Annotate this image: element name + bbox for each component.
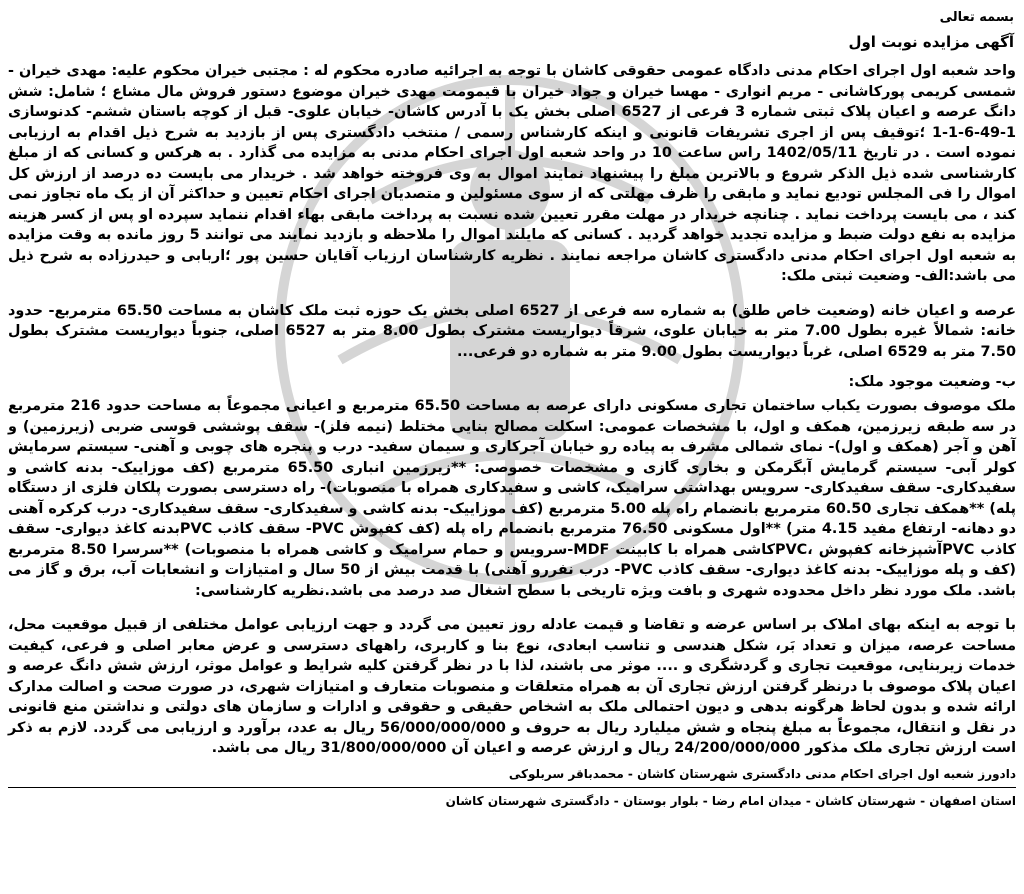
notice-title: آگهی مزایده نوبت اول [848, 33, 1014, 51]
registry-status-paragraph: عرصه و اعیان خانه (وضعیت خاص طلق) به شماره سه فرعی از 6527 اصلی بخش یک حوزه ثبت ملک کاشان به مساحت 65.50 مترمربع- حدود خانه: شمالاً غیره بطول 7.00 متر به خیابان علوی، شرقاً دیواریست مشترک بطول 8.00 متر به 6527 اصلی، جنوباً دیواریست مشترک بطول 7.50 متر به 6529 اصلی، غرباً دیواریست بطول 9.00 متر به شماره دو فرعی... [8, 302, 1017, 360]
signature-line: دادورز شعبه اول اجرای احکام مدنی دادگستری شهرستان کاشان - محمدباقر سربلوکی [508, 766, 1016, 781]
intro-paragraph: واحد شعبه اول اجرای احکام مدنی دادگاه عمومی حقوقی کاشان با توجه به اجرائیه صادره محکوم له : مجتبی خیران محکوم علیه: مهدی خیران - شمسی کریمی پورکاشانی - مریم انواری - مهسا خیران و جواد خیران با قیمومت مهدی خیران موضوع دستور فروش مال مشاع ؛ شامل: شش دانگ عرصه و اعیان پلاک ثبتی شماره 3 فرعی از 6527 اصلی بخش یک با آدرس کاشان- خیابان علوی- قبل از کوچه باستان ششم- کدنوسازی 1-49-6-1-1 ؛توقیف پس از اجری تشریفات قانونی و اینکه کارشناس رسمی / منتخب دادگستری پس از بازدید به شرح ذیل اقدام به ارزیابی نموده است . در تاریخ 1402/05/11 راس ساعت 10 در واحد شعبه اول اجرای احکام مدنی به مزایده می گذارد . به هرکس و کسانی که از مبلغ کارشناسی شده ذیل الذکر شروع و بالاترین مبلغ را پیشنهاد نمایند اموال به وی فروخته خواهد شد . خریدار می بایست ده درصد از ارزش کل اموال را فی المجلس تودیع نماید و مابقی را ظرف مهلتی که از سوی مسئولین و متصدیان اجرای احکام تعیین و حداکثر آن از یک ماه تجاوز نمی کند ، می بایست پرداخت نماید . چنانچه خریدار در مهلت مقرر تعیین شده نسبت به پرداخت مابقی بهاء اقدام ننماید سپرده او پس از کسر هزینه مزایده به نفع دولت ضبط و مزایده تجدید خواهد گردید . کسانی که مایلند اموال را ملاحظه و بازدید نمایند می توانند 5 روز مانده به وقت مزایده به شعبه اول اجرای احکام مدنی دادگستری کاشان مراجعه نمایند . نظریه کارشناسان ارزیاب آقایان حسین پور ؛اربابی و حیدرزاده به شرح ذیل می باشد:الف- وضعیت ثبتی ملک: [8, 63, 1016, 284]
footer-address: استان اصفهان - شهرستان کاشان - میدان امام رضا - بلوار بوستان - دادگستری شهرستان کاشان [445, 793, 1016, 808]
existing-status-paragraph: ملک موصوف بصورت یکباب ساختمان تجاری مسکونی دارای عرصه به مساحت 65.50 مترمربع و اعیانی مجموعاً به مساحت حدود 216 مترمربع در سه طبقه زیرزمین، همکف و اول، با مشخصات عمومی: اسکلت مصالح بنایی مختلط (نیمه فلز)- سقف پوششی قوسی ضربی (زیرزمین) و آهن و آجر (همکف و اول)- نمای شمالی مشرف به پیاده رو خیابان آجرکاری و سیمان سفید- درب و پنجره های چوبی و آهنی- سیستم سرمایش کولر آبی- سیستم گرمایش آبگرمکن و بخاری گازی و مشخصات خصوصی: **زیرزمین انباری 65.50 مترمربع (کف موزاییک- بدنه کاشی و سفیدکاری- سقف سفیدکاری- سرویس بهداشتی سرامیک، کاشی و سفیدکاری همراه با منصوبات)- راه دسترسی بصورت پلکان فلزی از دستگاه پله) **همکف تجاری 60.50 مترمربع بانضمام راه پله 5.00 مترمربع (کف موزاییک- بدنه کاشی و سفیدکاری- سقف سفیدکاری- درب کرکره آهنی دو دهانه- ارتفاع مفید 4.15 متر) **اول مسکونی 76.50 مترمربع بانضمام راه پله (کف کفپوش PVC- سقف کاذب PVCبدنه کاغذ دیواری- سقف کاذب PVCآشپزخانه کفپوش ،PVCکاشی همراه با کابینت MDF-سرویس و حمام سرامیک و کاشی همراه با منصوبات) **سرسرا 8.50 مترمربع (کف و پله موزاییک- بدنه کاغذ دیواری- سقف کاذب PVC- درب نفررو آهنی) با قدمت بیش از 50 سال و امتیازات و انشعابات آب، برق و گاز می باشد. ملک مورد نظر داخل محدوده شهری و بافت ویژه تاریخی با سطح اشغال صد درصد می باشد.نظریه کارشناسی: [8, 398, 1017, 599]
bismillah-heading: بسمه تعالی [939, 10, 1014, 25]
existing-status-heading: ب- وضعیت موجود ملک: [848, 374, 1016, 390]
expert-opinion-paragraph: با توجه به اینکه بهای املاک بر اساس عرضه و تقاضا و قیمت عادله روز تعیین می گردد و جهت ارزیابی عوامل مختلفی از قبیل موقعیت محل، مساحت عرصه، میزان و تعداد بَر، شکل هندسی و تناسب ابعادی، نوع بنا و کاربری، راههای دسترسی و عرض معابر اصلی و فرعی، کیفیت خدمات زیربنایی، موقعیت تجاری و گردشگری و .... موثر می باشند، لذا با در نظر گرفتن کلیه شرایط و عوامل موثر، ارزش شش دانگ عرصه و اعیان پلاک موصوف با درنظر گرفتن ارزش تجاری آن به همراه متعلقات و منصوبات متعارف و امتیازات شهری، در صورت صحت و اصالت مدارک ارائه شده و بدون لحاظ هرگونه بدهی و دیون احتمالی ملک به اشخاص حقیقی و حقوقی و ادارات و سازمان های دولتی و نداشتن منع قانونی در نقل و انتقال، مجموعاً به مبلغ پنجاه و شش میلیارد ریال به حروف و 56/000/000/000 ریال به عدد، برآورد و ارزیابی می گردد. لازم به ذکر است ارزش تجاری ملک مذکور 24/200/000/000 ریال و ارزش عرصه و اعیان آن 31/800/000/000 ریال می باشد. [8, 617, 1016, 756]
footer-divider [8, 787, 1016, 788]
